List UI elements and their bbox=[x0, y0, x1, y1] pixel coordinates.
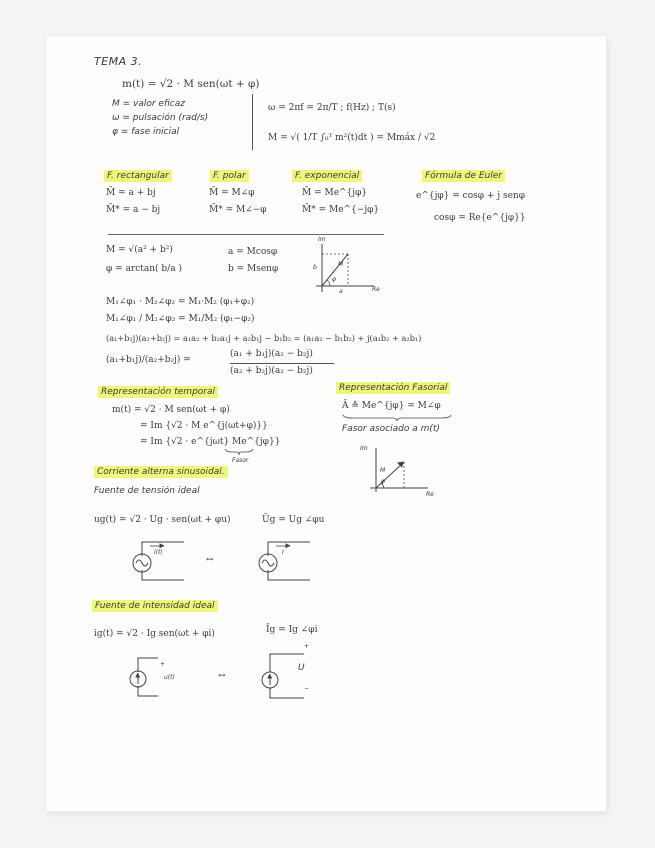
rect-form-l1: M̄ = a + bj bbox=[106, 188, 156, 198]
vsrc2-wire-top bbox=[268, 542, 310, 556]
isrc1-voltage-label: u(t) bbox=[164, 674, 175, 681]
isrc-formula-phasor: Īg = Ig ∠φi bbox=[266, 625, 318, 635]
conv-real: a = Mcosφ bbox=[228, 247, 278, 257]
divider-vertical bbox=[252, 94, 253, 150]
vsrc2-sine-icon bbox=[262, 560, 274, 566]
fasor-label: Fasor bbox=[232, 457, 249, 464]
divider-horizontal bbox=[108, 234, 384, 235]
ac-section-title: Corriente alterna sinusoidal. bbox=[94, 466, 228, 478]
op-division-polar: M₁∠φ₁ / M₂∠φ₂ = M₁/M₂ (φ₁−φ₂) bbox=[106, 314, 255, 324]
isrc2-arrowhead bbox=[268, 674, 272, 678]
def-phase: φ = fase inicial bbox=[112, 127, 180, 137]
polar-form-l2: M̄* = M∠−φ bbox=[209, 205, 267, 215]
vsrc1-current-arrowhead bbox=[160, 544, 164, 548]
diagram1-m-label: M bbox=[338, 261, 344, 268]
fraction-bar bbox=[230, 363, 334, 364]
diagram1-a-label: a bbox=[339, 288, 343, 295]
diagram1-phi-label: φ bbox=[332, 276, 336, 283]
fasorial-underbrace bbox=[342, 414, 452, 422]
isrc2-wire-bottom bbox=[270, 688, 304, 698]
isrc1-plus-label: + bbox=[160, 661, 166, 668]
fasorial-title: Representación Fasorial bbox=[336, 382, 450, 394]
page-title: TEMA 3. bbox=[94, 55, 143, 68]
vsrc2-wire-bottom bbox=[268, 570, 310, 580]
vsrc-formula-phasor: Ūg = Ug ∠φu bbox=[262, 515, 325, 525]
fasorial-l2: Fasor asociado a m(t) bbox=[342, 424, 440, 434]
vsrc1-sine-icon bbox=[136, 560, 148, 566]
vsrc-formula-time: ug(t) = √2 · Ug · sen(ωt + φu) bbox=[94, 515, 231, 525]
vsrc1-wire-bottom bbox=[142, 570, 184, 580]
diagram1-b-label: b bbox=[313, 264, 317, 271]
vsrc-title: Fuente de tensión ideal bbox=[94, 486, 200, 496]
current-source-circuit-time bbox=[128, 650, 188, 702]
notebook-page bbox=[46, 36, 606, 811]
euler-title: Fórmula de Euler bbox=[422, 170, 505, 182]
isrc-equivalence-arrow: ↔ bbox=[218, 671, 226, 681]
op-product-rect: (a₁+b₁j)(a₂+b₂j) = a₁a₂ + b₂a₁j + a₂b₁j − b₁b₂ = (a₁a₂ − b₁b₂) + j(a₁b₂ + a₂b₁) bbox=[106, 333, 422, 343]
vsrc2-current-arrowhead bbox=[286, 544, 290, 548]
isrc2-minus-label: − bbox=[304, 685, 310, 692]
rms-formula: M = √( 1/T ∫₀ᵀ m²(t)dt ) = Mmáx / √2 bbox=[268, 133, 436, 143]
euler-l1: e^{jφ} = cosφ + j senφ bbox=[416, 191, 526, 201]
vsrc-equivalence-arrow: ↔ bbox=[206, 555, 214, 565]
op-product-polar: M₁∠φ₁ · M₂∠φ₂ = M₁·M₂ (φ₁+φ₂) bbox=[106, 297, 255, 307]
vsrc2-current-label: I bbox=[282, 549, 284, 556]
isrc1-wire-bottom bbox=[138, 686, 158, 696]
phasor-triangle-diagram bbox=[308, 240, 378, 300]
conv-imag: b = Msenφ bbox=[228, 264, 279, 274]
temporal-l1: m(t) = √2 · M sen(ωt + φ) bbox=[112, 405, 230, 415]
def-pulsation: ω = pulsación (rad/s) bbox=[112, 113, 209, 123]
temporal-l2: = Im {√2 · M e^{j(ωt+φ)}} bbox=[140, 421, 268, 431]
diagram2-re-label: Re bbox=[426, 491, 434, 498]
diagram1-im-label: Im bbox=[318, 236, 326, 243]
conv-phase: φ = arctan( b/a ) bbox=[106, 264, 182, 274]
diagram1-re-label: Re bbox=[372, 286, 380, 293]
voltage-source-circuit-time bbox=[128, 534, 188, 586]
diagram2-m-label: M bbox=[380, 467, 386, 474]
phi-arc bbox=[327, 280, 330, 286]
polar-form-title: F. polar bbox=[210, 170, 249, 182]
isrc1-wire-top bbox=[138, 658, 158, 672]
isrc2-voltage-label: U bbox=[298, 663, 305, 673]
op-division-rect: (a₁+b₁j)/(a₂+b₂j) = bbox=[106, 355, 191, 365]
expo-form-title: F. exponencial bbox=[292, 170, 362, 182]
rect-form-title: F. rectangular bbox=[104, 170, 172, 182]
rect-form-l2: M̄* = a − bj bbox=[106, 205, 161, 215]
polar-form-l1: M̄ = M∠φ bbox=[209, 188, 255, 198]
isrc2-plus-label: + bbox=[304, 643, 310, 650]
phasor-diagram-2 bbox=[366, 444, 432, 496]
fasorial-l1: Ā ≙ Me^{jφ} = M∠φ bbox=[342, 401, 441, 411]
isrc-formula-time: ig(t) = √2 · Ig sen(ωt + φi) bbox=[94, 629, 215, 639]
vsrc1-current-label: i(t) bbox=[154, 549, 163, 556]
temporal-title: Representación temporal bbox=[98, 386, 218, 398]
temporal-l3: = Im {√2 · e^{jωt} Me^{jφ}} bbox=[140, 437, 281, 447]
vsrc1-wire-top bbox=[142, 542, 184, 556]
conv-modulus: M = √(a² + b²) bbox=[106, 245, 173, 255]
omega-formula: ω = 2πf = 2π/T ; f(Hz) ; T(s) bbox=[268, 103, 396, 113]
fasor-underbrace bbox=[224, 448, 254, 456]
current-source-circuit-phasor bbox=[256, 642, 316, 702]
expo-form-l2: M̄* = Me^{−jφ} bbox=[302, 205, 380, 215]
diagram2-phi-label: φ bbox=[381, 478, 385, 485]
voltage-source-circuit-phasor bbox=[254, 534, 314, 586]
div-numerator: (a₁ + b₁j)(a₂ − b₂j) bbox=[230, 349, 313, 359]
isrc-title: Fuente de intensidad ideal bbox=[92, 600, 218, 612]
def-rms: M = valor eficaz bbox=[112, 99, 185, 109]
sinusoid-formula: m(t) = √2 · M sen(ωt + φ) bbox=[122, 78, 260, 90]
isrc1-arrowhead bbox=[136, 673, 140, 677]
expo-form-l1: M̄ = Me^{jφ} bbox=[302, 188, 368, 198]
div-denominator: (a₂ + b₂j)(a₂ − b₂j) bbox=[230, 366, 313, 376]
diagram2-im-label: Im bbox=[360, 445, 368, 452]
euler-l2: cosφ = Re{e^{jφ}} bbox=[434, 213, 526, 223]
